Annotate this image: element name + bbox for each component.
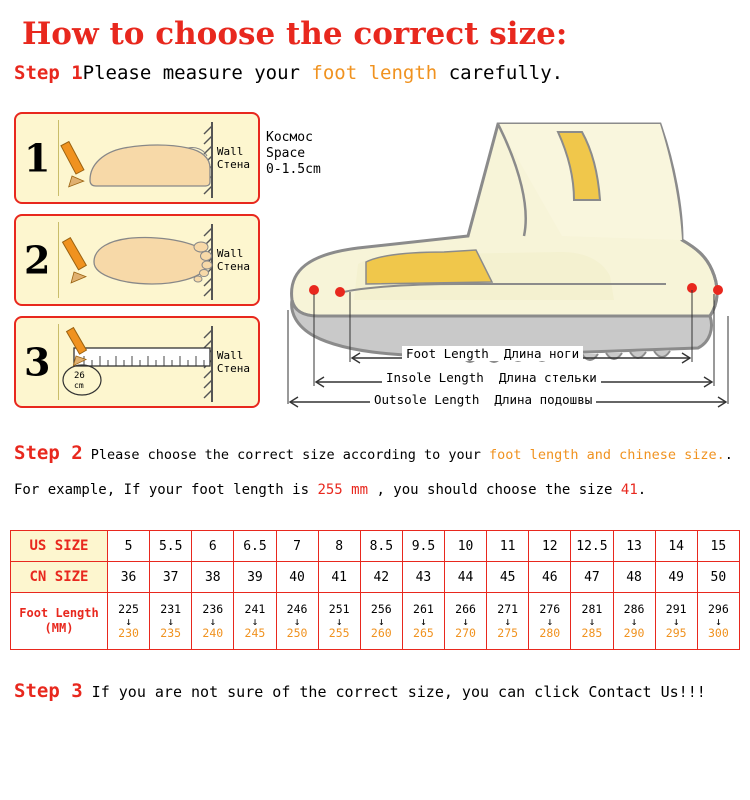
us-size-cell: 10 xyxy=(445,531,487,562)
row-header-cn-size: CN SIZE xyxy=(11,562,108,593)
marker-dot xyxy=(335,287,345,297)
foot-min: 271 xyxy=(497,601,519,616)
row-header-foot-length-line2: (MM) xyxy=(44,621,74,635)
wall-label-2 xyxy=(217,247,250,273)
foot-min: 241 xyxy=(244,601,266,616)
foot-max: 300 xyxy=(707,625,729,640)
arrow-icon: ↓ xyxy=(125,614,132,628)
foot-max: 265 xyxy=(413,625,434,640)
cn-size-cell: 40 xyxy=(276,562,318,593)
foot-min: 225 xyxy=(118,601,139,616)
step-2-number: 2 xyxy=(24,237,51,283)
svg-text:26: 26 xyxy=(74,371,85,381)
measure-insole-length xyxy=(382,370,601,385)
foot-length-cell xyxy=(192,593,234,650)
foot-length-cell xyxy=(445,593,487,650)
foot-length-cell xyxy=(529,593,571,650)
table-row-foot-length xyxy=(11,593,740,650)
arrow-icon: ↓ xyxy=(588,614,596,628)
foot-max: 230 xyxy=(118,625,139,640)
us-size-cell: 5 xyxy=(108,531,150,562)
us-size-cell: 11 xyxy=(487,531,529,562)
foot-min: 291 xyxy=(665,601,687,616)
foot-min: 256 xyxy=(370,601,392,616)
measure-foot-length xyxy=(402,346,583,361)
step-3-number: 3 xyxy=(24,339,51,385)
foot-length-cell xyxy=(360,593,402,650)
foot-min: 286 xyxy=(623,601,645,616)
foot-max: 235 xyxy=(160,625,182,640)
divider xyxy=(58,222,59,298)
arrow-icon: ↓ xyxy=(335,614,343,628)
cn-size-cell: 37 xyxy=(150,562,192,593)
step1-text-a: Please measure your xyxy=(82,62,312,84)
foot-length-cell xyxy=(318,593,360,650)
foot-max: 280 xyxy=(539,625,561,640)
foot-min: 296 xyxy=(707,601,729,616)
foot-max: 275 xyxy=(497,625,519,640)
us-size-cell: 14 xyxy=(655,531,697,562)
cn-size-cell: 36 xyxy=(108,562,150,593)
us-size-cell: 15 xyxy=(697,531,739,562)
foot-max: 285 xyxy=(581,625,603,640)
arrow-icon: ↓ xyxy=(462,614,469,628)
step2-example-a: For example, If your foot length is xyxy=(14,482,318,498)
measuring-steps-panel xyxy=(14,112,262,412)
cn-size-cell: 46 xyxy=(529,562,571,593)
foot-length-cell xyxy=(108,593,150,650)
wall-en-3: Wall xyxy=(216,349,244,362)
arrow-icon: ↓ xyxy=(504,614,511,628)
wall-ru-1: Стена xyxy=(216,158,250,171)
foot-length-cell xyxy=(487,593,529,650)
foot-min: 276 xyxy=(539,601,561,616)
wall-en-1: Wall xyxy=(216,145,244,158)
step1-instruction xyxy=(14,62,563,84)
foot-length-cell xyxy=(276,593,318,650)
measure-outsole-length-en: Outsole Length xyxy=(374,392,480,407)
step2-example-c: . xyxy=(637,482,647,498)
step3-text: If you are not sure of the correct size, you can click Contact Us!!! xyxy=(91,683,706,701)
marker-dot xyxy=(713,285,723,295)
cn-size-cell: 47 xyxy=(571,562,613,593)
cn-size-cell: 50 xyxy=(697,562,739,593)
step3-instruction xyxy=(14,680,706,702)
us-size-cell: 8 xyxy=(318,531,360,562)
foot-length-cell xyxy=(613,593,655,650)
foot-max: 270 xyxy=(455,625,476,640)
measure-outsole-length xyxy=(370,392,596,407)
divider xyxy=(58,120,59,196)
foot-max: 250 xyxy=(286,625,308,640)
row-header-foot-length xyxy=(11,593,108,650)
row-header-us-size: US SIZE xyxy=(11,531,108,562)
arrow-icon: ↓ xyxy=(167,614,174,628)
foot-max: 290 xyxy=(623,625,645,640)
foot-max: 260 xyxy=(370,625,392,640)
step2-example-b: , you should choose the size xyxy=(368,482,621,498)
space-label-ru: Космос xyxy=(266,130,313,145)
step2-example-value: 255 mm xyxy=(317,482,369,498)
us-size-cell: 13 xyxy=(613,531,655,562)
arrow-icon: ↓ xyxy=(378,614,385,628)
us-size-cell: 7 xyxy=(276,531,318,562)
step-1-number: 1 xyxy=(24,135,51,181)
step2-instruction-line2 xyxy=(14,482,646,498)
foot-length-cell xyxy=(150,593,192,650)
cn-size-cell: 42 xyxy=(360,562,402,593)
step2-label: Step 2 xyxy=(14,442,83,464)
marker-dot xyxy=(309,285,319,295)
arrow-icon: ↓ xyxy=(672,614,680,628)
foot-min: 246 xyxy=(286,601,308,616)
arrow-icon: ↓ xyxy=(420,614,427,628)
arrow-icon: ↓ xyxy=(630,614,638,628)
step3-label: Step 3 xyxy=(14,680,83,702)
page-title: How to choose the correct size: xyxy=(22,16,568,52)
table-row-us-size xyxy=(11,531,740,562)
space-label xyxy=(266,130,321,178)
step2-text-a: Please choose the correct size according to your xyxy=(90,447,490,463)
cn-size-cell: 41 xyxy=(318,562,360,593)
wall-en-2: Wall xyxy=(216,247,244,260)
cn-size-cell: 49 xyxy=(655,562,697,593)
arrow-icon: ↓ xyxy=(293,614,301,628)
step2-highlight: foot length and chinese size. xyxy=(489,447,725,463)
us-size-cell: 8.5 xyxy=(360,531,402,562)
space-value: 0-1.5cm xyxy=(266,162,321,177)
us-size-cell: 9.5 xyxy=(402,531,444,562)
measure-insole-length-ru: Длина стельки xyxy=(498,370,597,385)
foot-max: 240 xyxy=(202,625,224,640)
arrow-icon: ↓ xyxy=(715,614,722,628)
foot-min: 266 xyxy=(455,601,476,616)
us-size-cell: 5.5 xyxy=(150,531,192,562)
cn-size-cell: 48 xyxy=(613,562,655,593)
wall-label-3 xyxy=(217,349,250,375)
foot-length-cell xyxy=(234,593,276,650)
space-label-en: Space xyxy=(266,146,306,161)
cn-size-cell: 43 xyxy=(402,562,444,593)
step1-text-b: carefully. xyxy=(437,62,564,84)
foot-length-cell xyxy=(697,593,739,650)
measuring-step-3 xyxy=(14,316,260,408)
measure-insole-length-en: Insole Length xyxy=(386,370,484,385)
size-chart-table xyxy=(10,530,740,650)
foot-min: 261 xyxy=(413,601,434,616)
foot-min: 251 xyxy=(328,601,350,616)
foot-max: 245 xyxy=(244,625,266,640)
foot-min: 231 xyxy=(160,601,182,616)
foot-max: 295 xyxy=(665,625,687,640)
foot-min: 236 xyxy=(202,601,224,616)
us-size-cell: 12.5 xyxy=(571,531,613,562)
wall-label-1 xyxy=(217,145,250,171)
step2-example-size: 41 xyxy=(620,482,638,498)
measure-foot-length-ru: Длина ноги xyxy=(503,346,580,361)
us-size-cell: 6 xyxy=(192,531,234,562)
step2-instruction-line1 xyxy=(14,442,733,464)
wall-ru-3: Стена xyxy=(216,362,250,375)
measuring-step-2 xyxy=(14,214,260,306)
step1-highlight: foot length xyxy=(311,62,438,84)
foot-length-cell xyxy=(402,593,444,650)
table-row-cn-size xyxy=(11,562,740,593)
cn-size-cell: 44 xyxy=(445,562,487,593)
measure-outsole-length-ru: Длина подошвы xyxy=(494,392,593,407)
us-size-cell: 6.5 xyxy=(234,531,276,562)
arrow-icon: ↓ xyxy=(209,614,217,628)
svg-text:cm: cm xyxy=(74,381,84,390)
us-size-cell: 12 xyxy=(529,531,571,562)
foot-max: 255 xyxy=(328,625,350,640)
measuring-step-1 xyxy=(14,112,260,204)
step1-label: Step 1 xyxy=(14,62,83,84)
foot-length-cell xyxy=(655,593,697,650)
wall-ru-2: Стена xyxy=(216,260,250,273)
arrow-icon: ↓ xyxy=(251,614,259,628)
divider xyxy=(58,324,59,400)
foot-min: 281 xyxy=(581,601,603,616)
cn-size-cell: 38 xyxy=(192,562,234,593)
arrow-icon: ↓ xyxy=(546,614,554,628)
measure-foot-length-en: Foot Length xyxy=(406,346,489,361)
step2-text-b: . xyxy=(724,447,733,463)
row-header-foot-length-line1: Foot Length xyxy=(19,606,99,620)
cn-size-cell: 45 xyxy=(487,562,529,593)
foot-length-cell xyxy=(571,593,613,650)
cn-size-cell: 39 xyxy=(234,562,276,593)
shoe-cross-section-diagram xyxy=(262,104,744,416)
